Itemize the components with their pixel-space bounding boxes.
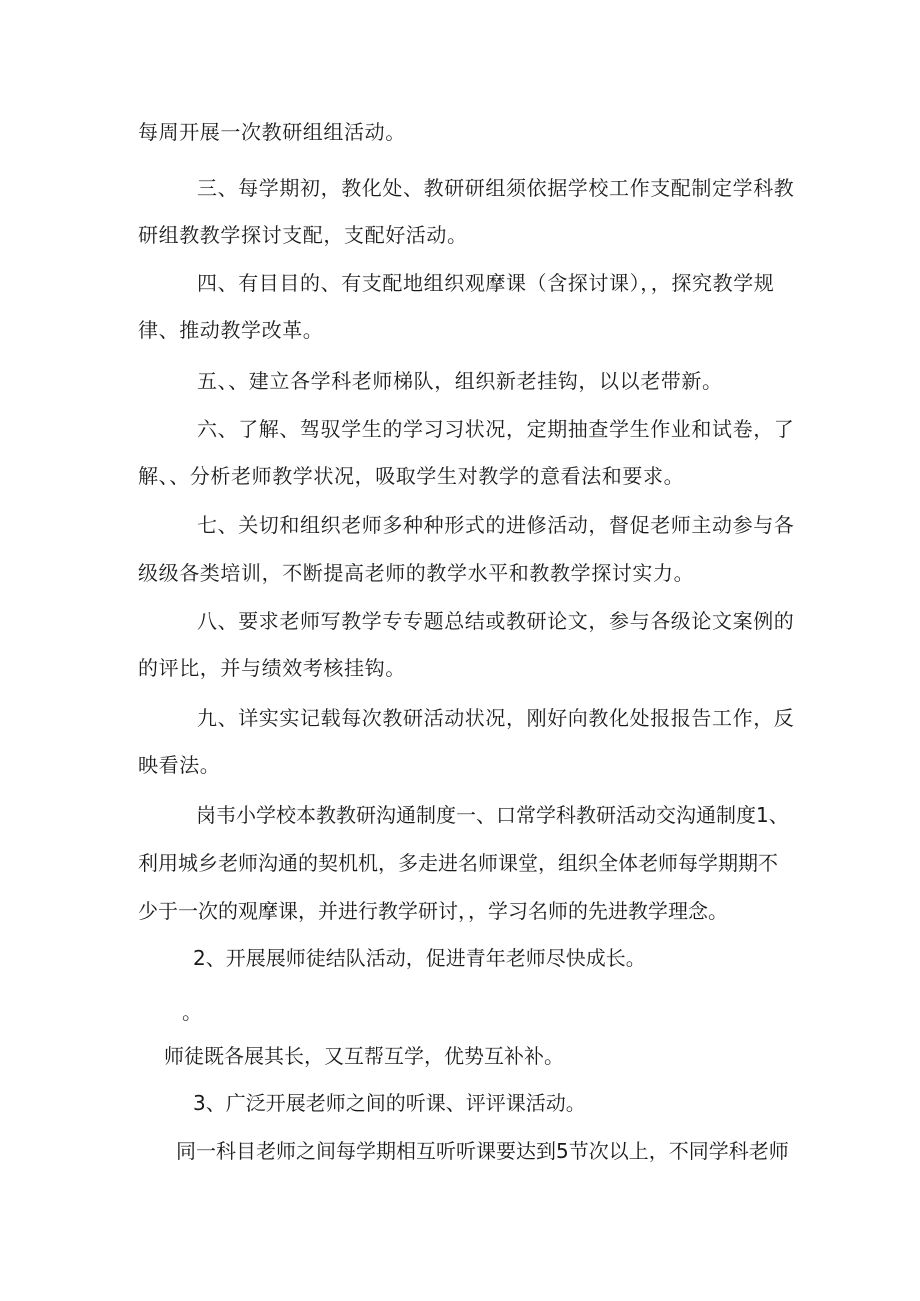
text-line-20: 师徒既各展其长，又互帮互学，优势互补补。: [164, 1044, 564, 1068]
text-line-10: 级级各类培训，不断提高老师的教学水平和教教学探讨实力。: [138, 561, 695, 585]
text-line-19: 。: [182, 1000, 202, 1024]
text-line-21: 3、广泛开展老师之间的听课、评评课活动。: [193, 1091, 586, 1115]
text-line-4: 四、有目目的、有支配地组织观摩课（含探讨课），，探究教学规: [197, 271, 775, 295]
text-line-22: 同一科目老师之间每学期相互听听课要达到5节次以上，不同学科老师: [176, 1139, 789, 1163]
text-line-5: 律、推动教学改革。: [138, 318, 324, 342]
text-line-12: 的评比，并与绩效考核挂钩。: [138, 656, 406, 680]
text-line-11: 八、要求老师写教学专专题总结或教研论文，参与各级论文案例的: [197, 609, 795, 633]
text-line-7: 六、了解、驾驭学生的学习习状况，定期抽查学生作业和试卷，了: [197, 417, 795, 441]
text-line-16: 利用城乡老师沟通的契机机，多走进名师课堂，组织全体老师每学期期不: [138, 851, 778, 875]
text-line-8: 解、、分析老师教学状况，吸取学生对教学的意看法和要求。: [138, 464, 685, 488]
text-line-1: 每周开展一次教研组组活动。: [138, 120, 406, 144]
text-line-14: 映看法。: [138, 753, 221, 777]
text-line-3: 研组教教学探讨支配，支配好活动。: [138, 223, 468, 247]
text-line-9: 七、关切和组织老师多种种形式的进修活动，督促老师主动参与各: [197, 513, 795, 537]
text-line-13: 九、详实实记载每次教研活动状况，刚好向教化处报报告工作，反: [197, 706, 795, 730]
text-line-18: 2、开展展师徒结队活动，促进青年老师尽快成长。: [193, 946, 646, 970]
text-line-17: 少于一次的观摩课，并进行教学研讨，，学习名师的先进教学理念。: [138, 899, 728, 923]
text-line-2: 三、每学期初，教化处、教研研组须依据学校工作支配制定学科教: [197, 176, 795, 200]
text-line-6: 五、、建立各学科老师梯队，组织新老挂钩，以以老带新。: [197, 369, 723, 393]
text-line-15: 岗韦小学校本教教研沟通制度一、口常学科教研活动交沟通制度1、: [196, 803, 789, 827]
